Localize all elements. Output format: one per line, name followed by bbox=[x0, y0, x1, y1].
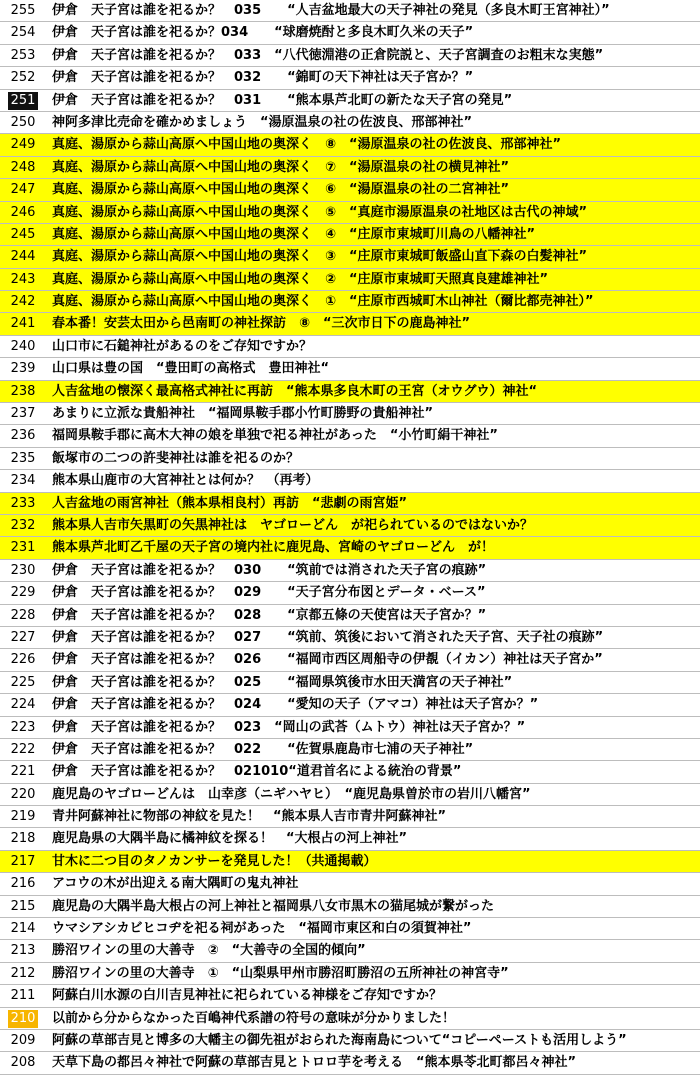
list-item[interactable] bbox=[0, 1052, 700, 1074]
list-item[interactable] bbox=[0, 157, 700, 179]
item-title-link[interactable]: 伊倉 天子宮は誰を祀るか？ 022 “佐賀県鹿島市七浦の天子神社” bbox=[52, 741, 474, 757]
list-item[interactable] bbox=[0, 291, 700, 313]
item-title-link[interactable]: 阿蘇白川水源の白川吉見神社に祀られている神様をご存知ですか？ bbox=[52, 988, 443, 1004]
item-title-link[interactable]: 伊倉 天子宮は誰を祀るか？ 029 “天子宮分布図とデータ・ベース” bbox=[52, 585, 486, 601]
item-number: 246 bbox=[10, 204, 36, 220]
list-item[interactable] bbox=[0, 605, 700, 627]
list-item[interactable] bbox=[0, 179, 700, 201]
item-number: 209 bbox=[10, 1032, 36, 1048]
list-item[interactable] bbox=[0, 22, 700, 44]
item-number: 243 bbox=[10, 271, 36, 287]
item-number: 248 bbox=[10, 159, 36, 175]
list-item[interactable] bbox=[0, 90, 700, 112]
item-number: 230 bbox=[10, 562, 36, 578]
item-title-link[interactable]: 勝沼ワインの里の大善寺 ② “大善寺の全国的傾向” bbox=[52, 943, 366, 959]
item-number: 217 bbox=[10, 853, 36, 869]
item-number: 237 bbox=[10, 406, 36, 422]
item-title-link[interactable]: 伊倉 天子宮は誰を祀るか？ 026 “福岡市西区周船寺の伊覩（イカン）神社は天子宮か” bbox=[52, 652, 603, 668]
list-item[interactable] bbox=[0, 403, 700, 425]
item-number: 236 bbox=[10, 428, 36, 444]
list-item[interactable] bbox=[0, 448, 700, 470]
item-number: 222 bbox=[10, 741, 36, 757]
list-item[interactable] bbox=[0, 627, 700, 649]
item-number: 220 bbox=[10, 786, 36, 802]
list-item[interactable] bbox=[0, 67, 700, 89]
list-item[interactable] bbox=[0, 649, 700, 671]
item-title-link[interactable]: 伊倉 天子宮は誰を祀るか？ 031 “熊本県芦北町の新たな天子宮の発見” bbox=[52, 92, 513, 108]
list-item[interactable] bbox=[0, 537, 700, 559]
list-item[interactable] bbox=[0, 269, 700, 291]
item-number: 208 bbox=[10, 1055, 36, 1071]
item-number: 213 bbox=[10, 943, 36, 959]
list-item[interactable] bbox=[0, 828, 700, 850]
item-number: 215 bbox=[10, 898, 36, 914]
item-number: 232 bbox=[10, 517, 36, 533]
item-title-link[interactable]: 熊本県山鹿市の大宮神社とは何か？ （再考） bbox=[52, 473, 319, 489]
item-number: 227 bbox=[10, 629, 36, 645]
item-number: 218 bbox=[10, 831, 36, 847]
item-number: 224 bbox=[10, 697, 36, 713]
item-number: 211 bbox=[10, 988, 36, 1004]
item-title-link[interactable]: 山口市に石鎚神社があるのをご存知ですか？ bbox=[52, 338, 313, 354]
item-title-link[interactable]: 伊倉 天子宮は誰を祀るか？ 021010“道君首名による統治の背景” bbox=[52, 764, 462, 780]
item-number: 253 bbox=[10, 47, 36, 63]
item-title-link[interactable]: 真庭、湯原から蒜山高原へ中国山地の奥深く ⑦ “湯原温泉の社の横見神社” bbox=[52, 159, 510, 175]
item-title-link[interactable]: 伊倉 天子宮は誰を祀るか？ 025 “福岡県筑後市水田天満宮の天子神社” bbox=[52, 674, 513, 690]
list-item[interactable] bbox=[0, 582, 700, 604]
item-title-link[interactable]: 真庭、湯原から蒜山高原へ中国山地の奥深く ② “庄原市東城町天照真良建雄神社” bbox=[52, 271, 549, 287]
item-title-link[interactable]: 伊倉 天子宮は誰を祀るか？ 023 “岡山の武荅（ムトウ）神社は天子宮か？” bbox=[52, 719, 526, 735]
list-item[interactable] bbox=[0, 761, 700, 783]
item-title-link[interactable]: 真庭、湯原から蒜山高原へ中国山地の奥深く ① “庄原市西城町木山神社（爾比都売神社）” bbox=[52, 294, 594, 310]
item-title-link[interactable]: 鹿児島の大隅半島大根占の河上神社と福岡県八女市黒木の猫尾城が繋がった bbox=[52, 898, 495, 914]
list-item[interactable] bbox=[0, 739, 700, 761]
item-title-link[interactable]: 伊倉 天子宮は誰を祀るか？034 “球磨焼酎と多良木町久米の天子” bbox=[52, 25, 474, 41]
item-title-link[interactable]: 伊倉 天子宮は誰を祀るか？ 027 “筑前、筑後において消された天子宮、天子社の痕跡” bbox=[52, 629, 604, 645]
list-item[interactable] bbox=[0, 851, 700, 873]
item-number: 251 bbox=[8, 92, 38, 110]
item-title-link[interactable]: 人吉盆地の雨宮神社（熊本県相良村）再訪 “悲劇の雨宮姫” bbox=[52, 495, 408, 511]
item-number: 240 bbox=[10, 338, 36, 354]
list-item[interactable] bbox=[0, 313, 700, 335]
item-title-link[interactable]: 熊本県芦北町乙千屋の天子宮の境内社に鹿児島、宮崎のヤゴローどん が！ bbox=[52, 540, 495, 556]
item-title-link[interactable]: 神阿多津比売命を確かめましょう “湯原温泉の社の佐波良、邢部神社” bbox=[52, 114, 473, 130]
list-item[interactable] bbox=[0, 806, 700, 828]
item-title-link[interactable]: 福岡県鞍手郡に高木大神の娘を単独で祀る神社があった “小竹町絹干神社” bbox=[52, 428, 498, 444]
item-title-link[interactable]: 伊倉 天子宮は誰を祀るか？ 032 “錦町の天下神社は天子宮か？” bbox=[52, 70, 474, 86]
item-title-link[interactable]: 鹿児島県の大隅半島に橘神紋を探る！ “大根占の河上神社” bbox=[52, 831, 408, 847]
list-item[interactable] bbox=[0, 560, 700, 582]
item-title-link[interactable]: 伊倉 天子宮は誰を祀るか？ 030 “筑前では消された天子宮の痕跡” bbox=[52, 562, 487, 578]
item-title-link[interactable]: 伊倉 天子宮は誰を祀るか？ 024 “愛知の天子（アマコ）神社は天子宮か？” bbox=[52, 697, 539, 713]
item-title-link[interactable]: 春本番！安芸太田から邑南町の神社探訪 ⑧ “三次市日下の鹿島神社” bbox=[52, 316, 471, 332]
item-number: 244 bbox=[10, 249, 36, 265]
item-title-link[interactable]: 熊本県人吉市矢黒町の矢黒神社は ヤゴローどん が祀られているのではないか？ bbox=[52, 517, 534, 533]
item-title-link[interactable]: アコウの木が出迎える南大隅町の鬼丸神社 bbox=[52, 876, 299, 892]
list-item[interactable] bbox=[0, 940, 700, 962]
item-number: 250 bbox=[10, 114, 36, 130]
list-item[interactable] bbox=[0, 515, 700, 537]
item-number: 212 bbox=[10, 965, 36, 981]
item-number: 229 bbox=[10, 585, 36, 601]
item-number: 242 bbox=[10, 294, 36, 310]
item-title-link[interactable]: 真庭、湯原から蒜山高原へ中国山地の奥深く ⑤ “真庭市湯原温泉の社地区は古代の神域” bbox=[52, 204, 588, 220]
item-title-link[interactable]: 山口県は豊の国 “豊田町の高格式 豊田神社“ bbox=[52, 361, 330, 377]
item-title-link[interactable]: ウマシアシカビヒコヂを祀る祠があった “福岡市東区和白の須賀神社” bbox=[52, 921, 472, 937]
item-title-link[interactable]: 人吉盆地の懐深く最高格式神社に再訪 “熊本県多良木町の王宮（オウグウ）神社“ bbox=[52, 383, 538, 399]
item-number: 223 bbox=[10, 719, 36, 735]
item-number: 231 bbox=[10, 540, 36, 556]
item-number: 235 bbox=[10, 450, 36, 466]
list-item[interactable] bbox=[0, 896, 700, 918]
list-item[interactable] bbox=[0, 784, 700, 806]
item-title-link[interactable]: 真庭、湯原から蒜山高原へ中国山地の奥深く ③ “庄原市東城町飯盛山直下森の白髪神社” bbox=[52, 249, 588, 265]
list-item[interactable] bbox=[0, 224, 700, 246]
item-number: 255 bbox=[10, 3, 36, 18]
item-title-link[interactable]: 青井阿蘇神社に物部の神紋を見た！ “熊本県人吉市青井阿蘇神社” bbox=[52, 809, 447, 825]
item-number: 210 bbox=[8, 1010, 38, 1028]
list-item[interactable] bbox=[0, 963, 700, 985]
list-item[interactable] bbox=[0, 493, 700, 515]
item-number: 234 bbox=[10, 473, 36, 489]
item-number: 249 bbox=[10, 137, 36, 153]
item-number: 254 bbox=[10, 25, 36, 41]
item-title-link[interactable]: 真庭、湯原から蒜山高原へ中国山地の奥深く ⑥ “湯原温泉の社の二宮神社” bbox=[52, 182, 510, 198]
item-number: 225 bbox=[10, 674, 36, 690]
item-number: 238 bbox=[10, 383, 36, 399]
item-number: 241 bbox=[10, 316, 36, 332]
item-number: 221 bbox=[10, 764, 36, 780]
list-item[interactable] bbox=[0, 45, 700, 67]
item-title-link[interactable]: 伊倉 天子宮は誰を祀るか？ 033 “八代徳淵港の正倉院説と、天子宮調査のお粗末な実態” bbox=[52, 47, 604, 63]
list-item[interactable] bbox=[0, 1008, 700, 1030]
list-item[interactable] bbox=[0, 381, 700, 403]
item-title-link[interactable]: あまりに立派な貴船神社 “福岡県鞍手郡小竹町勝野の貴船神社” bbox=[52, 406, 434, 422]
list-item[interactable] bbox=[0, 470, 700, 492]
list-item[interactable] bbox=[0, 112, 700, 134]
list-item[interactable] bbox=[0, 336, 700, 358]
item-title-link[interactable]: 天草下島の都呂々神社で阿蘇の草部吉見とトロロ芋を考える “熊本県苓北町都呂々神社” bbox=[52, 1055, 577, 1071]
item-title-link[interactable]: 阿蘇の草部吉見と博多の大幡主の御先祖がおられた海南島について“コピーペーストも活用しよう” bbox=[52, 1032, 627, 1048]
item-title-link[interactable]: 勝沼ワインの里の大善寺 ① “山梨県甲州市勝沼町勝沼の五所神社の神宮寺” bbox=[52, 965, 509, 981]
list-item[interactable] bbox=[0, 358, 700, 380]
item-number: 228 bbox=[10, 607, 36, 623]
list-item[interactable] bbox=[0, 0, 700, 22]
list-item[interactable] bbox=[0, 672, 700, 694]
item-title-link[interactable]: 飯塚市の二つの許斐神社は誰を祀るのか？ bbox=[52, 450, 300, 466]
list-item[interactable] bbox=[0, 246, 700, 268]
list-item[interactable] bbox=[0, 425, 700, 447]
list-item[interactable] bbox=[0, 717, 700, 739]
item-number: 239 bbox=[10, 361, 36, 377]
item-number: 247 bbox=[10, 182, 36, 198]
item-title-link[interactable]: 伊倉 天子宮は誰を祀るか？ 035 “人吉盆地最大の天子神社の発見（多良木町王宮神社）” bbox=[52, 3, 610, 18]
list-item[interactable] bbox=[0, 134, 700, 156]
item-title-link[interactable]: 真庭、湯原から蒜山高原へ中国山地の奥深く ④ “庄原市東城町川鳥の八幡神社” bbox=[52, 226, 536, 242]
item-number: 233 bbox=[10, 495, 36, 511]
item-title-link[interactable]: 以前から分からなかった百嶋神代系譜の符号の意味が分かりました！ bbox=[52, 1010, 456, 1026]
list-item[interactable] bbox=[0, 918, 700, 940]
item-title-link[interactable]: 伊倉 天子宮は誰を祀るか？ 028 “京都五條の天使宮は天子宮か？” bbox=[52, 607, 487, 623]
list-item[interactable] bbox=[0, 985, 700, 1007]
item-number: 214 bbox=[10, 921, 36, 937]
item-number: 252 bbox=[10, 70, 36, 86]
item-title-link[interactable]: 甘木に二つ目のタノカンサーを発見した！（共通掲載） bbox=[52, 853, 377, 869]
list-item[interactable] bbox=[0, 1030, 700, 1052]
item-number: 245 bbox=[10, 226, 36, 242]
item-title-link[interactable]: 鹿児島のヤゴローどんは 山幸彦（ニギハヤヒ） “鹿児島県曽於市の岩川八幡宮” bbox=[52, 786, 531, 802]
item-number: 216 bbox=[10, 876, 36, 892]
item-title-link[interactable]: 真庭、湯原から蒜山高原へ中国山地の奥深く ⑧ “湯原温泉の社の佐波良、邢部神社” bbox=[52, 137, 562, 153]
list-item[interactable] bbox=[0, 202, 700, 224]
list-item[interactable] bbox=[0, 873, 700, 895]
list-item[interactable] bbox=[0, 694, 700, 716]
item-number: 226 bbox=[10, 652, 36, 668]
item-number: 219 bbox=[10, 809, 36, 825]
